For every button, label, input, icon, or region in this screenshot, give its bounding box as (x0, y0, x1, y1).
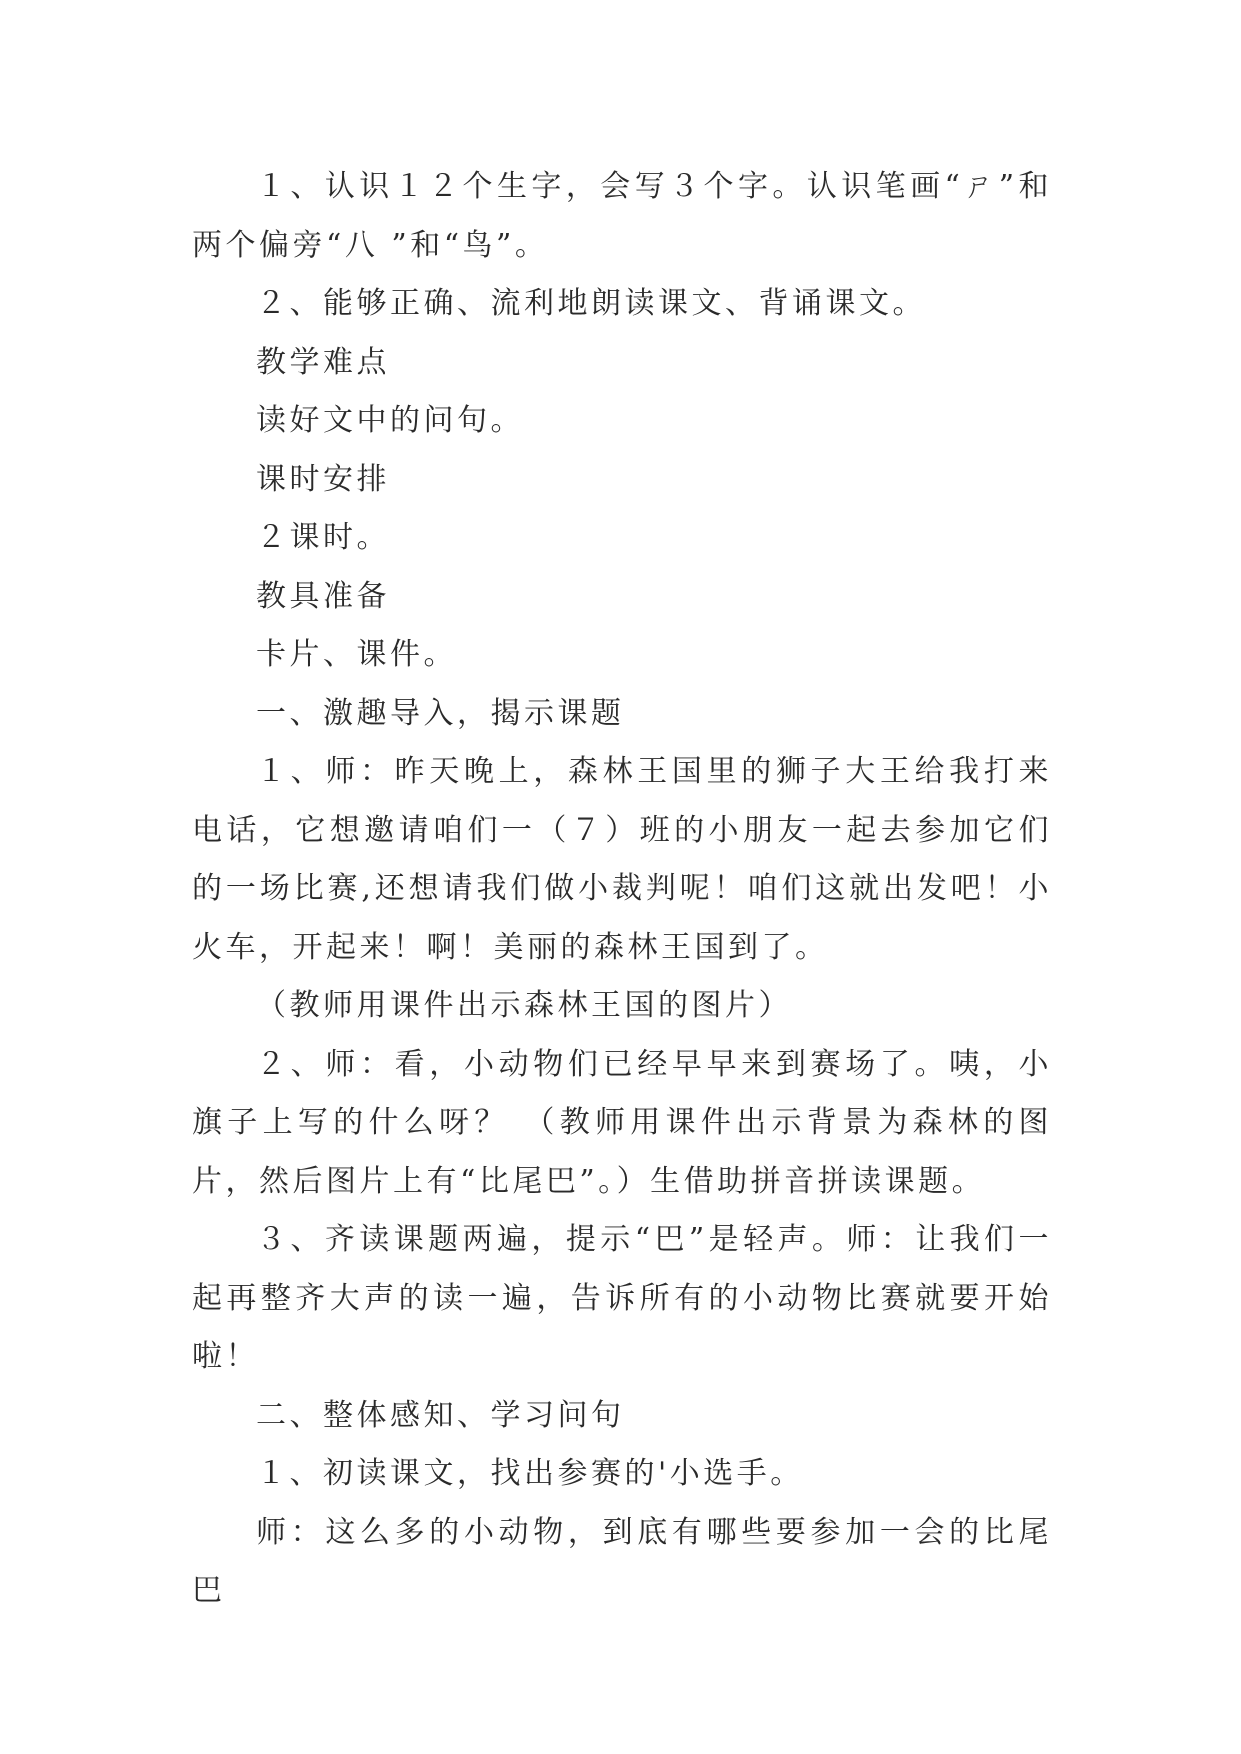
paragraph-step-5: 师：这么多的小动物，到底有哪些要参加一会的比尾巴 (192, 1514, 1052, 1608)
paragraph-step-1: １、师：昨天晚上，森林王国里的狮子大王给我打来电话，它想邀请咱们一（７）班的小朋友一起去参加它们的一场比赛,还想请我们做小裁判呢！咱们这就出发吧！小火车，开起来！啊！美丽的森林王国到了。 (192, 754, 1052, 965)
heading-schedule: 课时安排 (256, 461, 390, 497)
paragraph-materials: 卡片、课件。 (256, 637, 457, 672)
document-body (192, 158, 1052, 1621)
heading-section-2: 二、整体感知、学习问句 (256, 1397, 625, 1433)
paragraph-objective-1: １、认识１２个生字，会写３个字。认识笔画“ㄕ”和两个偏旁“八 ”和“鸟”。 (192, 169, 1052, 263)
heading-teaching-difficulty: 教学难点 (256, 344, 390, 380)
paragraph-schedule: ２课时。 (256, 520, 390, 555)
paragraph-step-2: ２、师：看，小动物们已经早早来到赛场了。咦，小旗子上写的什么呀？ （教师用课件出示背景为森林的图片，然后图片上有“比尾巴”。）生借助拼音拼读课题。 (192, 1046, 1052, 1199)
paragraph-difficulty: 读好文中的问句。 (256, 403, 524, 438)
heading-materials: 教具准备 (256, 578, 390, 614)
paragraph-step-4: １、初读课文，找出参赛的'小选手。 (256, 1456, 804, 1491)
paragraph-objective-2: ２、能够正确、流利地朗读课文、背诵课文。 (256, 286, 926, 321)
heading-section-1: 一、激趣导入，揭示课题 (256, 695, 625, 731)
paragraph-step-3: ３、齐读课题两遍，提示“巴”是轻声。师：让我们一起再整齐大声的读一遍，告诉所有的小动物比赛就要开始啦！ (192, 1222, 1052, 1374)
paragraph-note-1: （教师用课件出示森林王国的图片） (256, 988, 792, 1023)
